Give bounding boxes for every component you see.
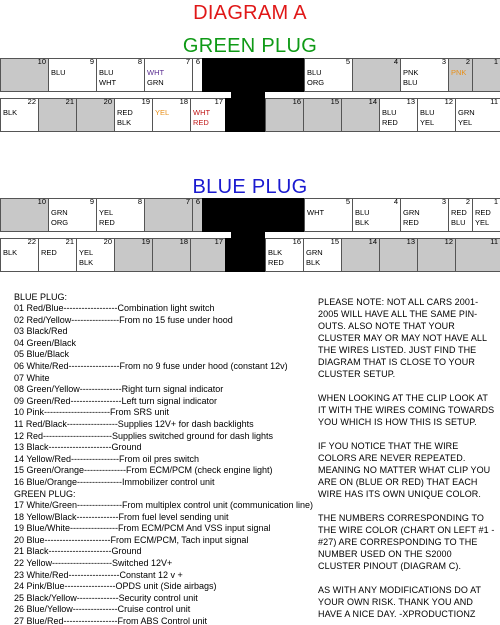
pin-number: 21	[65, 238, 74, 246]
wire-color-primary: BLU	[307, 68, 322, 77]
pin-cell-5	[304, 198, 353, 232]
wire-color-primary: YEL	[99, 208, 114, 217]
wire-list-item: 16 Blue/Orange---------------Immobilizer control unit	[14, 476, 215, 487]
pin-number: 22	[27, 238, 36, 246]
pin-number: 10	[37, 58, 46, 66]
green-plug-list-heading: GREEN PLUG:	[14, 489, 76, 499]
wire-color-primary: GRN	[458, 108, 475, 117]
pin-number: 1	[493, 58, 498, 66]
blue-plug-connector	[0, 198, 500, 280]
wire-color-primary: BLK	[3, 108, 18, 117]
pin-cell-10	[0, 58, 49, 92]
wire-color-primary: RED	[451, 208, 467, 217]
pin-number: 20	[103, 238, 112, 246]
pin-number: 8	[137, 58, 142, 66]
pin-number: 15	[330, 238, 339, 246]
pin-number: 8	[137, 198, 142, 206]
pin-cell-15	[303, 98, 342, 132]
wire-list-item: 10 Pink----------------------From SRS unit	[14, 407, 169, 418]
pin-number: 11	[490, 98, 498, 106]
pin-cell-19	[114, 98, 153, 132]
wire-list-item: 01 Red/Blue------------------Combination light switch	[14, 303, 215, 313]
pin-cell-16	[265, 238, 304, 272]
connector-key	[202, 58, 305, 92]
wire-list-item: 17 White/Green---------------From multiplex control unit (communication line)	[14, 500, 314, 510]
blue-plug-list-heading: BLUE PLUG:	[14, 292, 68, 302]
wire-list-item: 13 Black---------------------Ground	[14, 442, 142, 453]
wire-color-stripe: ORG	[307, 78, 325, 87]
pin-cell-22	[0, 98, 39, 132]
pin-number: 3	[441, 58, 446, 66]
pin-cell-8	[96, 58, 145, 92]
pin-number: 14	[368, 98, 377, 106]
pin-cell-21	[38, 238, 77, 272]
pin-number: 4	[393, 58, 398, 66]
wire-list-item: 26 Blue/Yellow---------------Cruise control unit	[14, 604, 191, 615]
wire-list-item: 07 White	[14, 372, 50, 383]
wire-list-item: 21 Black---------------------Ground	[14, 546, 142, 557]
pin-cell-20	[76, 98, 115, 132]
wire-color-primary: GRN	[51, 208, 68, 217]
wire-list-item: 08 Green/Yellow--------------Right turn signal indicator	[14, 384, 224, 395]
wire-color-stripe: BLU	[451, 218, 466, 227]
pin-number: 5	[345, 58, 350, 66]
pin-cell-9	[48, 58, 97, 92]
wire-color-primary: BLU	[355, 208, 370, 217]
wire-color-stripe: RED	[99, 218, 115, 227]
wire-list-item: 12 Red-----------------------Supplies switched ground for dash lights	[14, 430, 274, 441]
connector-key-stem	[231, 91, 265, 100]
pin-cell-7	[144, 58, 193, 92]
wire-list-item: 06 White/Red-----------------From no 9 fuse under hood (constant 12v)	[14, 360, 288, 371]
pin-cell-17	[190, 238, 226, 272]
wire-color-primary: PNK	[403, 68, 419, 77]
wire-color-primary: YEL	[79, 248, 94, 257]
pin-number: 13	[406, 98, 415, 106]
pin-number: 20	[103, 98, 112, 106]
wire-color-primary: YEL	[155, 108, 170, 117]
green-plug-list-items	[14, 500, 314, 625]
note-paragraph: THE NUMBERS CORRESPONDING TO THE WIRE COLOR (CHART ON LEFT #1 - #27) ARE CORRESPONDING TO THE NUMBER USED ON THE S2000 CLUSTER PINOUT (DIAGRAM C).	[318, 513, 495, 571]
notes-panel	[318, 296, 496, 625]
wire-color-primary: WHT	[193, 108, 211, 117]
pin-number: 21	[65, 98, 74, 106]
wire-color-primary: BLU	[382, 108, 397, 117]
pin-cell-3	[400, 58, 449, 92]
pin-cell-18	[152, 98, 191, 132]
wire-color-stripe: YEL	[420, 118, 435, 127]
wire-color-stripe: YEL	[458, 118, 473, 127]
blue-plug-list-items	[14, 303, 314, 489]
wire-color-primary: BLK	[3, 248, 18, 257]
wire-list-item: 24 Pink/Blue-----------------OPDS unit (Side airbags)	[14, 581, 217, 592]
connector-key	[202, 198, 305, 232]
wire-color-stripe: BLK	[355, 218, 370, 227]
pin-cell-19	[114, 238, 153, 272]
wire-color-stripe: BLK	[306, 258, 321, 267]
wire-color-primary: WHT	[147, 68, 165, 77]
pin-number: 6	[195, 58, 200, 66]
wire-color-stripe: YEL	[475, 218, 490, 227]
pin-cell-5	[304, 58, 353, 92]
blue-plug-wire-list	[14, 291, 314, 489]
note-paragraph: PLEASE NOTE: NOT ALL CARS 2001-2005 WILL HAVE ALL THE SAME PIN-OUTS. ALSO NOTE THAT YOUR CLUSTER MAY OR MAY NOT HAVE ALL THE WIRES LISTED. JUST FIND THE DIAGRAM THAT IS CLOSE TO YOUR CLUSTER SETUP.	[318, 297, 487, 379]
wire-list-item: 25 Black/Yellow--------------Security control unit	[14, 592, 198, 603]
pin-number: 12	[444, 98, 453, 106]
pin-cell-8	[96, 198, 145, 232]
wire-list-item: 18 Yellow/Black--------------From fuel level sending unit	[14, 511, 229, 522]
pin-number: 7	[185, 198, 190, 206]
wire-color-stripe: RED	[193, 118, 209, 127]
connector-key	[225, 238, 266, 272]
wire-list-item: 02 Red/Yellow----------------From no 15 fuse under hood	[14, 314, 233, 325]
pin-cell-17	[190, 98, 226, 132]
note-paragraph: AS WITH ANY MODIFICATIONS DO AT YOUR OWN RISK. THANK YOU AND HAVE A NICE DAY. -XPRODUCTIONZ	[318, 585, 481, 619]
wire-list-item: 23 White/Red-----------------Constant 12 v +	[14, 569, 183, 580]
wire-color-primary: PNK	[451, 68, 467, 77]
pin-number: 10	[37, 198, 46, 206]
pin-cell-2	[448, 58, 473, 92]
wire-color-primary: RED	[117, 108, 133, 117]
wire-color-stripe: GRN	[147, 78, 164, 87]
pin-cell-7	[144, 198, 193, 232]
wire-color-stripe: RED	[382, 118, 398, 127]
pin-cell-12	[417, 98, 456, 132]
wire-color-primary: BLU	[51, 68, 66, 77]
pin-number: 5	[345, 198, 350, 206]
note-paragraph: IF YOU NOTICE THAT THE WIRE COLORS ARE NEVER REPEATED. MEANING NO MATTER WHAT CLIP YOU ARE ON (BLUE OR RED) THAT EACH WIRE HAS ITS OWN UNIQUE COLOR.	[318, 441, 491, 499]
pin-cell-22	[0, 238, 39, 272]
pin-cell-2	[448, 198, 473, 232]
pin-cell-11	[455, 98, 500, 132]
wire-color-primary: RED	[41, 248, 57, 257]
wire-color-primary: WHT	[307, 208, 325, 217]
pin-cell-11	[455, 238, 500, 272]
pin-cell-14	[341, 98, 380, 132]
wire-color-stripe: RED	[268, 258, 284, 267]
pin-cell-4	[352, 58, 401, 92]
wire-color-stripe: RED	[403, 218, 419, 227]
pin-number: 9	[89, 198, 94, 206]
wire-list-item: 03 Black/Red	[14, 326, 68, 337]
pin-cell-1	[472, 198, 500, 232]
pin-number: 1	[493, 198, 498, 206]
pin-number: 13	[406, 238, 415, 246]
wire-list-item: 19 Blue/White----------------From ECM/PCM And VSS input signal	[14, 523, 271, 534]
wire-list-item: 11 Red/Black-----------------Supplies 12V+ for dash backlights	[14, 418, 254, 429]
wire-color-stripe: BLU	[403, 78, 418, 87]
pin-cell-3	[400, 198, 449, 232]
pin-cell-20	[76, 238, 115, 272]
wire-color-primary: BLK	[268, 248, 283, 257]
pin-cell-9	[48, 198, 97, 232]
pin-cell-18	[152, 238, 191, 272]
pin-number: 6	[195, 198, 200, 206]
pin-number: 17	[214, 238, 223, 246]
pin-cell-13	[379, 98, 418, 132]
pin-number: 16	[292, 238, 301, 246]
pin-number: 22	[27, 98, 36, 106]
pin-number: 2	[465, 58, 470, 66]
wire-color-primary: BLU	[420, 108, 435, 117]
pin-cell-4	[352, 198, 401, 232]
wire-list-item: 22 Yellow--------------------Switched 12V+	[14, 557, 173, 568]
wire-color-primary: GRN	[306, 248, 323, 257]
pin-number: 2	[465, 198, 470, 206]
pin-cell-16	[265, 98, 304, 132]
wire-list-item: 15 Green/Orange--------------From ECM/PCM (check engine light)	[14, 465, 273, 476]
pin-cell-12	[417, 238, 456, 272]
wire-list-item: 14 Yellow/Red----------------From oil pres switch	[14, 453, 200, 464]
wire-color-primary: BLU	[99, 68, 114, 77]
wire-color-primary: RED	[475, 208, 491, 217]
wire-color-primary: GRN	[403, 208, 420, 217]
wire-list-item: 27 Blue/Red------------------From ABS Control unit	[14, 615, 208, 625]
pin-number: 15	[330, 98, 339, 106]
pin-number: 11	[490, 238, 498, 246]
wire-color-stripe: BLK	[79, 258, 94, 267]
pin-number: 16	[292, 98, 301, 106]
connector-key	[225, 98, 266, 132]
pin-cell-21	[38, 98, 77, 132]
wire-list-item: 20 Blue----------------------From ECM/PCM, Tach input signal	[14, 534, 249, 545]
pin-number: 18	[179, 98, 188, 106]
pin-cell-14	[341, 238, 380, 272]
green-plug-title: GREEN PLUG	[182, 35, 318, 57]
pin-number: 7	[185, 58, 190, 66]
green-plug-connector	[0, 58, 500, 140]
green-plug-wire-list	[14, 488, 314, 625]
pin-cell-1	[472, 58, 500, 92]
note-paragraph: WHEN LOOKING AT THE CLIP LOOK AT IT WITH THE WIRES COMING TOWARDS YOU WHICH IS HOW THIS IS SETUP.	[318, 393, 495, 427]
wire-list-item: 05 Blue/Black	[14, 349, 70, 360]
wire-color-stripe: BLK	[117, 118, 132, 127]
wire-list-item: 09 Green/Red-----------------Left turn signal indicator	[14, 395, 218, 406]
blue-plug-title: BLUE PLUG	[192, 176, 308, 198]
wire-color-stripe: WHT	[99, 78, 117, 87]
pin-number: 14	[368, 238, 377, 246]
pin-cell-10	[0, 198, 49, 232]
pin-cell-15	[303, 238, 342, 272]
wire-list-item: 04 Green/Black	[14, 337, 77, 348]
pin-number: 17	[214, 98, 223, 106]
pin-number: 4	[393, 198, 398, 206]
pin-number: 19	[141, 238, 150, 246]
diagram-title: DIAGRAM A	[193, 2, 307, 24]
pin-number: 18	[179, 238, 188, 246]
pin-cell-13	[379, 238, 418, 272]
pin-number: 3	[441, 198, 446, 206]
connector-key-stem	[231, 231, 265, 240]
pin-number: 9	[89, 58, 94, 66]
wire-color-stripe: ORG	[51, 218, 69, 227]
pin-number: 19	[141, 98, 150, 106]
pin-number: 12	[444, 238, 453, 246]
